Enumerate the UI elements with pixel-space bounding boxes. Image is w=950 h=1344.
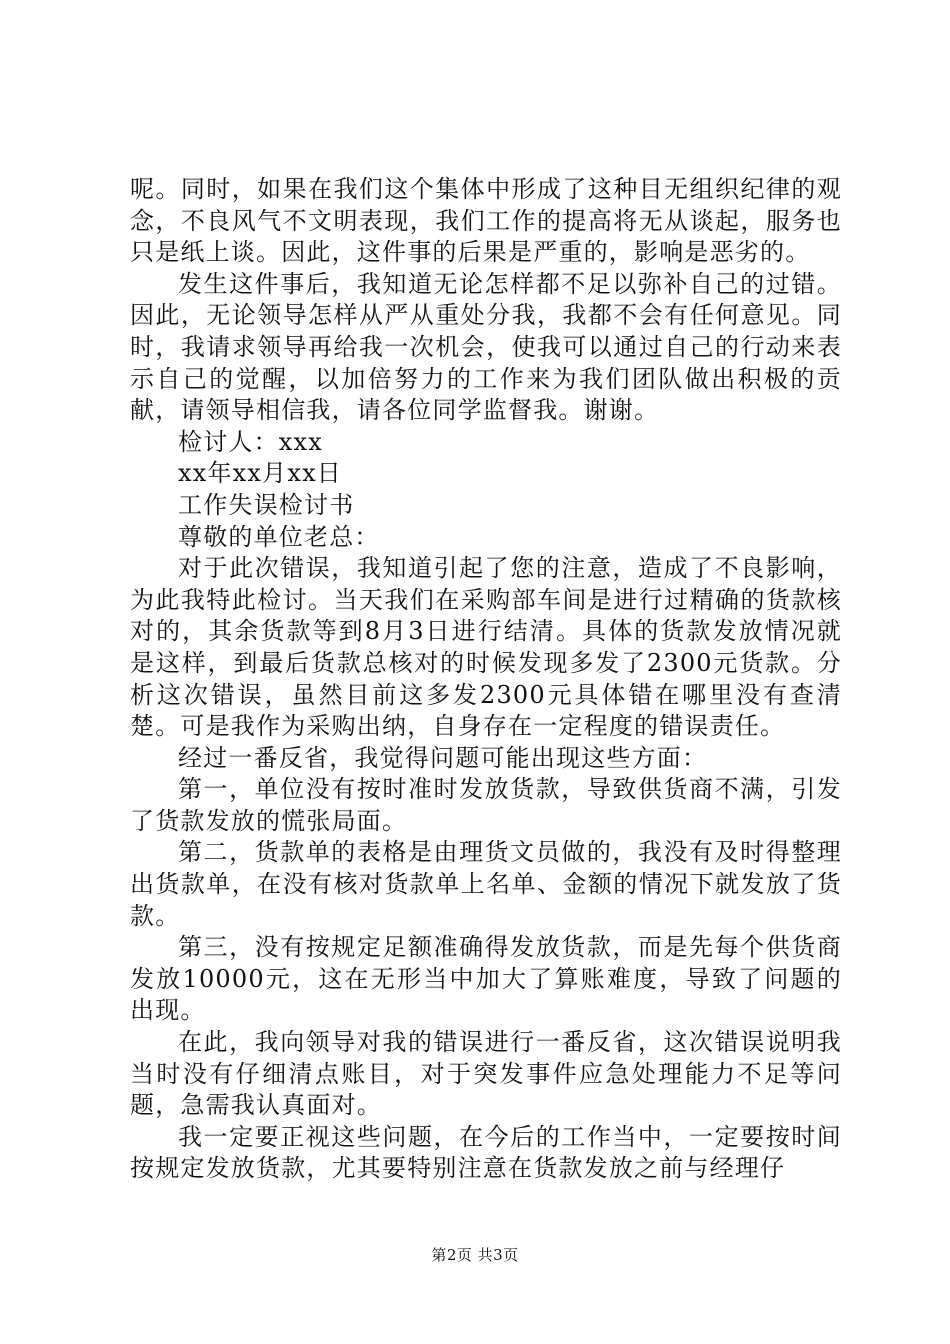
list-item: 第二，货款单的表格是由理货文员做的，我没有及时得整理出货款单，在没有核对货款单上名单、金额的情况下就发放了货款。 bbox=[130, 838, 842, 930]
paragraph: 发生这件事后，我知道无论怎样都不足以弥补自己的过错。因此，无论领导怎样从严从重处分我，我都不会有任何意见。同时，我请求领导再给我一次机会，使我可以通过自己的行动来表示自己的觉醒，以加倍努力的工作来为我们团队做出积极的贡献，请领导相信我，请各位同学监督我。谢谢。 bbox=[130, 269, 842, 425]
salutation: 尊敬的单位老总： bbox=[178, 522, 380, 551]
paragraph: 我一定要正视这些问题，在今后的工作当中，一定要按时间按规定发放货款，尤其要特别注意在货款发放之前与经理仔 bbox=[130, 1122, 842, 1183]
paragraph: 在此，我向领导对我的错误进行一番反省，这次错误说明我当时没有仔细清点账目，对于突发事件应急处理能力不足等问题，急需我认真面对。 bbox=[130, 1028, 842, 1120]
paragraph: 经过一番反省，我觉得问题可能出现这些方面： bbox=[178, 743, 708, 772]
date-line: xx年xx月xx日 bbox=[178, 459, 343, 488]
section-title: 工作失误检讨书 bbox=[178, 490, 355, 519]
signature-line: 检讨人：xxx bbox=[178, 427, 324, 456]
paragraph: 呢。同时，如果在我们这个集体中形成了这种目无组织纪律的观念，不良风气不文明表现，我们工作的提高将无从谈起，服务也只是纸上谈。因此，这件事的后果是严重的，影响是恶劣的。 bbox=[130, 175, 842, 267]
document-body bbox=[130, 174, 842, 1185]
page-number: 第2页 共3页 bbox=[431, 1246, 519, 1264]
list-item: 第一，单位没有按时准时发放货款，导致供货商不满，引发了货款发放的慌张局面。 bbox=[130, 775, 842, 835]
paragraph: 对于此次错误，我知道引起了您的注意，造成了不良影响，为此我特此检讨。当天我们在采购部车间是进行过精确的货款核对的，其余货款等到8月3日进行结清。具体的货款发放情况就是这样，到最后货款总核对的时候发现多发了2300元货款。分析这次错误，虽然目前这多发2300元具体错在哪里没有查清楚。可是我作为采购出纳，自身存在一定程度的错误责任。 bbox=[130, 554, 842, 741]
list-item: 第三，没有按规定足额准确得发放货款，而是先每个供货商发放10000元，这在无形当中加大了算账难度，导致了问题的出现。 bbox=[130, 933, 842, 1025]
